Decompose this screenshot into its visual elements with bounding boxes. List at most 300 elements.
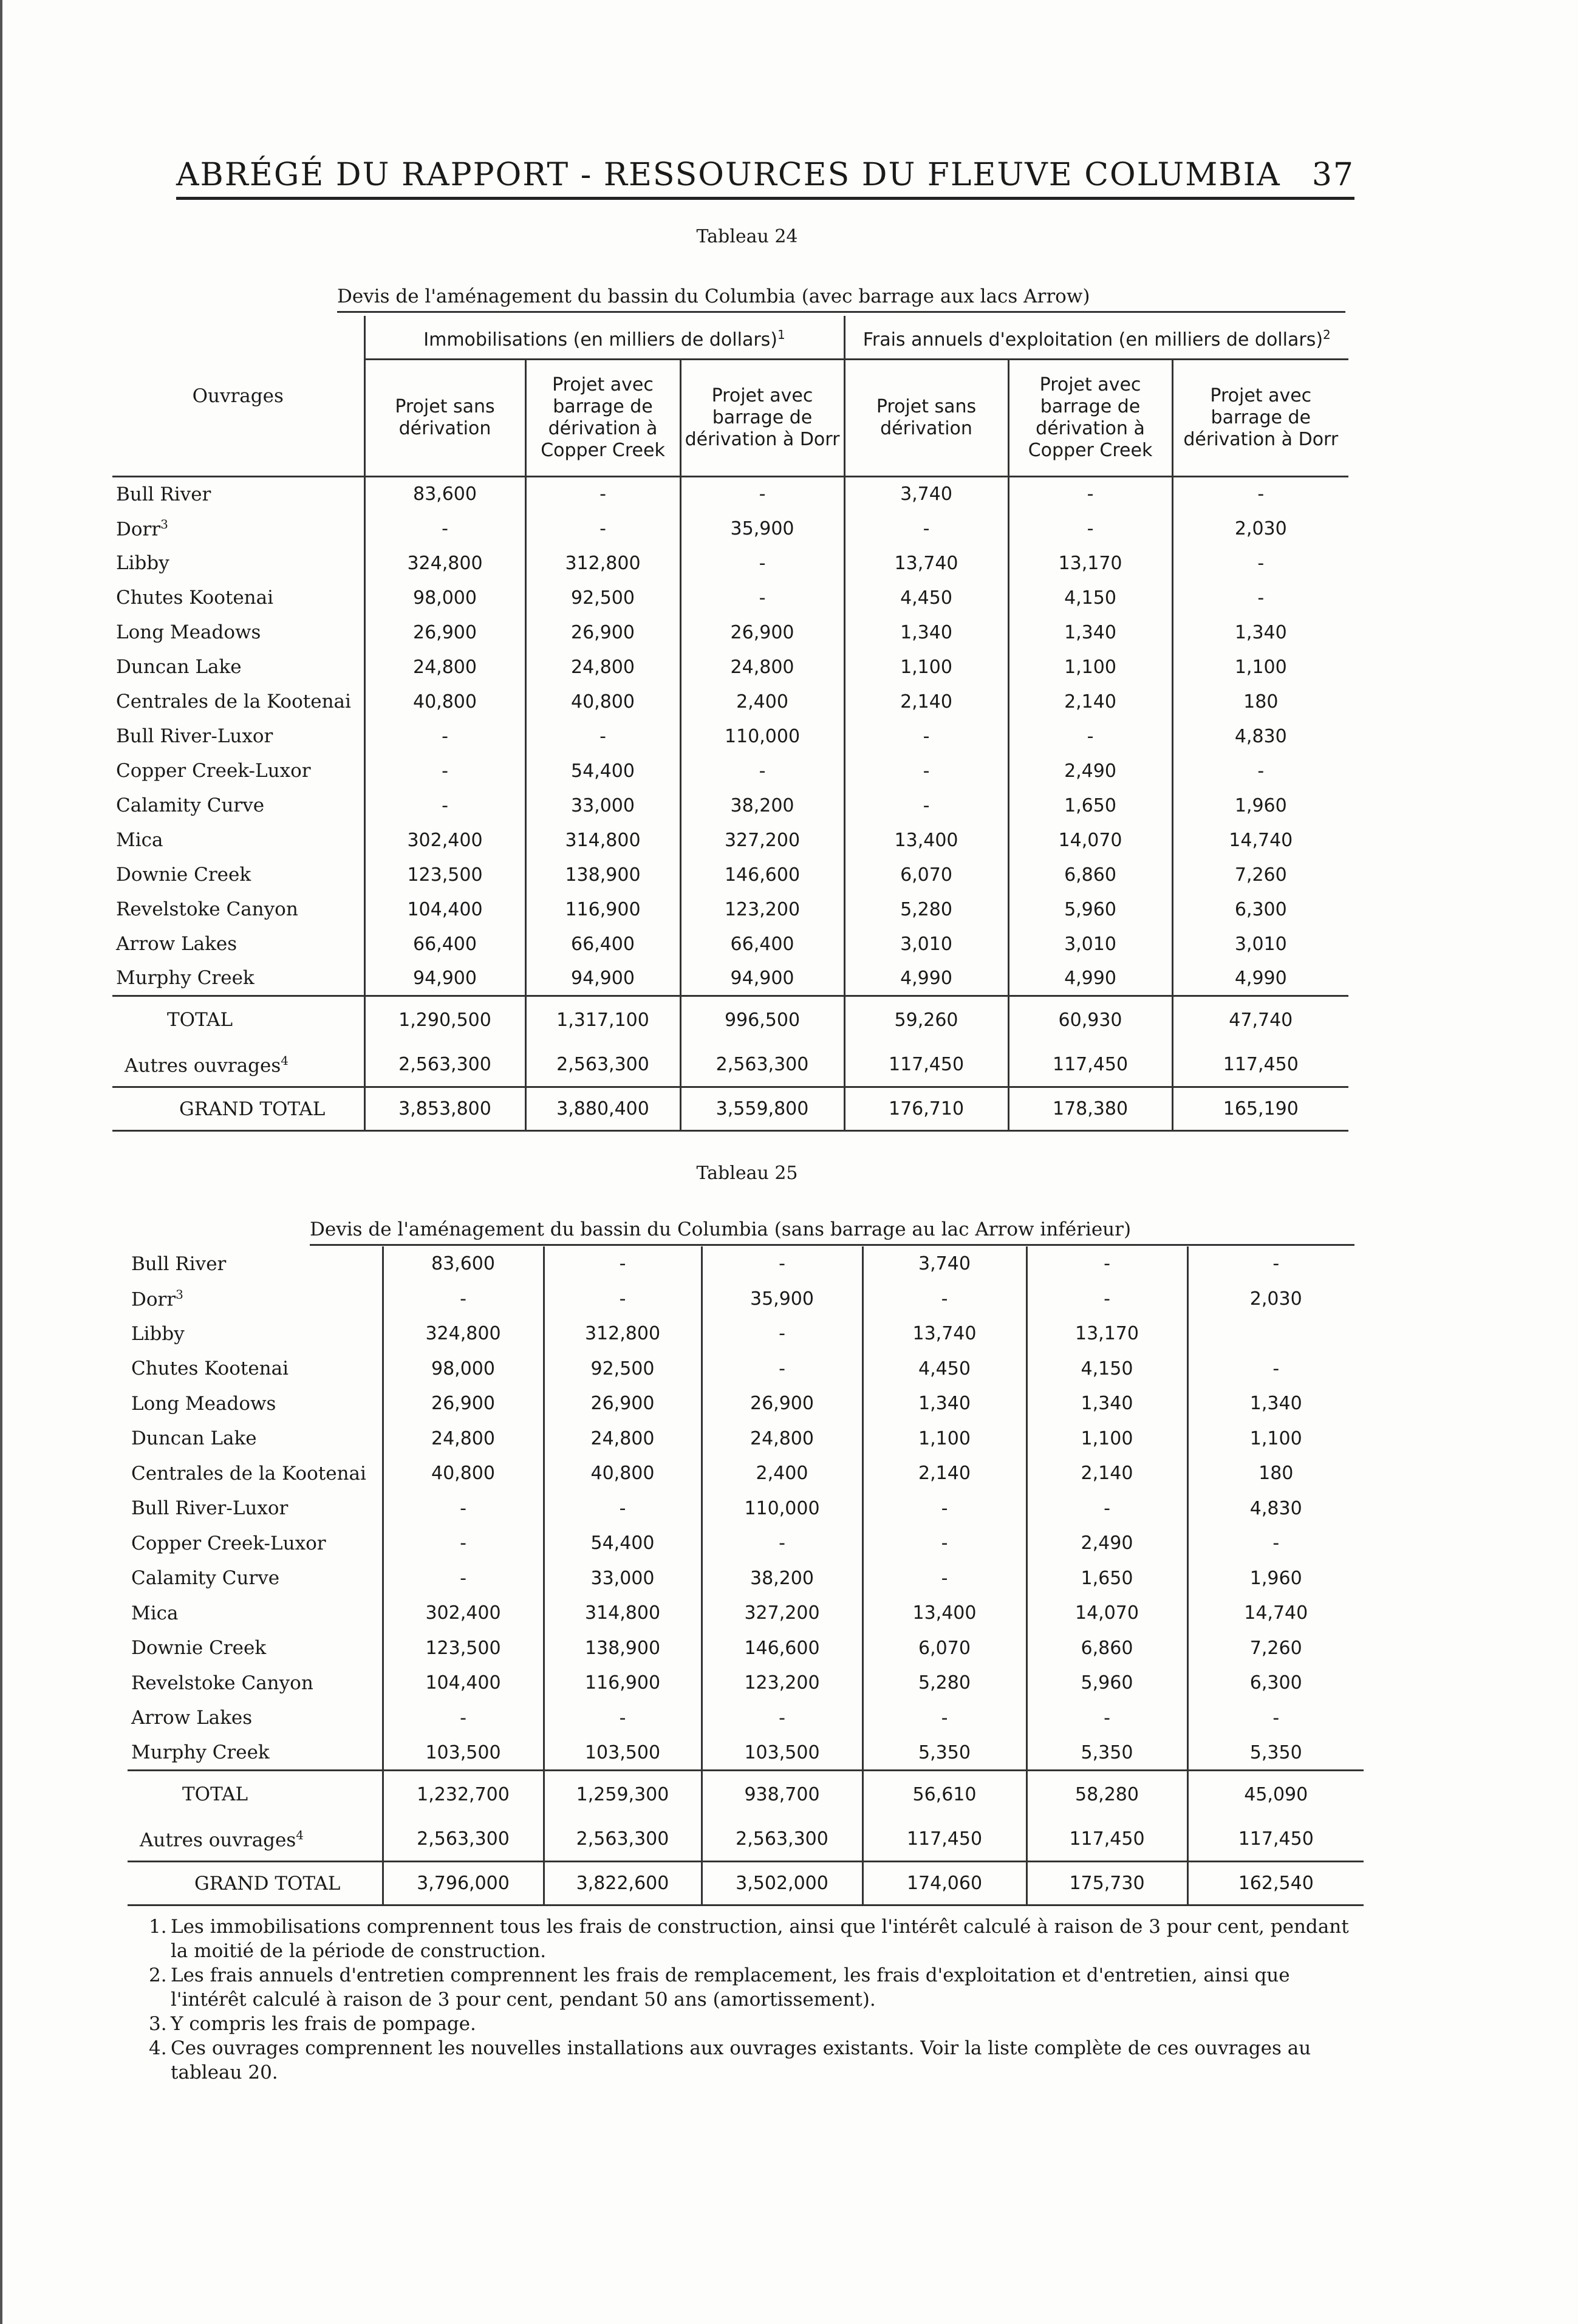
table-row: [112, 477, 1348, 511]
table-row: [128, 1818, 1364, 1862]
cell-value: 996,500: [680, 996, 844, 1044]
cell-value: 1,340: [844, 615, 1008, 650]
row-label-text: TOTAL: [167, 1009, 233, 1031]
cell-value: 110,000: [680, 719, 844, 754]
cell-value: 117,450: [1026, 1818, 1187, 1862]
col-header: Projet avec barrage de dérivation à Copper Creek: [525, 360, 680, 477]
table-row: [112, 892, 1348, 927]
cell-value: 13,170: [1026, 1316, 1187, 1352]
cell-value: 1,100: [862, 1421, 1026, 1457]
row-label-text: Bull River: [116, 483, 211, 505]
cell-value: -: [383, 1701, 544, 1736]
table-row: [112, 650, 1348, 685]
cell-value: 13,400: [844, 823, 1008, 858]
col-header: Projet avec barrage de dérivation à Dorr: [680, 360, 844, 477]
footnote-ref: 3: [160, 516, 168, 531]
cell-value: -: [1008, 719, 1172, 754]
cell-value: -: [1026, 1282, 1187, 1317]
table-row: [128, 1352, 1364, 1387]
row-label: [112, 1044, 364, 1087]
table24-top-rule: [337, 311, 1345, 313]
row-label-text: Downie Creek: [131, 1637, 267, 1659]
cell-value: -: [525, 511, 680, 546]
cell-value: -: [702, 1246, 862, 1282]
cell-value: 47,740: [1172, 996, 1348, 1044]
row-label-text: Mica: [116, 829, 163, 851]
table-row: [112, 546, 1348, 581]
cell-value: 38,200: [702, 1561, 862, 1596]
page-number: 37: [1311, 157, 1354, 193]
cell-value: 83,600: [364, 477, 525, 511]
cell-value: 1,340: [862, 1386, 1026, 1421]
footnote-number: 3.: [149, 2013, 167, 2035]
cell-value: 104,400: [383, 1666, 544, 1701]
cell-value: 24,800: [364, 650, 525, 685]
cell-value: 13,400: [862, 1596, 1026, 1631]
row-label-text: Duncan Lake: [116, 656, 242, 678]
table-row: [128, 1282, 1364, 1317]
table-row: [128, 1526, 1364, 1561]
cell-value: -: [1172, 477, 1348, 511]
row-label-text: Bull River: [131, 1253, 227, 1275]
table-row: [128, 1456, 1364, 1491]
cell-value: 3,502,000: [702, 1862, 862, 1905]
cell-value: 116,900: [525, 892, 680, 927]
cell-value: 14,070: [1008, 823, 1172, 858]
cell-value: 117,450: [1008, 1044, 1172, 1087]
table-row: [128, 1386, 1364, 1421]
cell-value: 3,010: [844, 927, 1008, 962]
cell-value: 6,860: [1008, 858, 1172, 892]
row-label: [112, 927, 364, 962]
cell-value: 1,259,300: [544, 1771, 702, 1818]
footnote-text: Les immobilisations comprennent tous les frais de construction, ainsi que l'intérêt calculé à raison de 3 pour cent, pendant la moitié de la période de construction.: [171, 1916, 1349, 1962]
cell-value: 176,710: [844, 1087, 1008, 1131]
cell-value: 1,100: [844, 650, 1008, 685]
table-row: [112, 788, 1348, 823]
cell-value: 138,900: [525, 858, 680, 892]
row-label-text: Calamity Curve: [116, 795, 265, 816]
cell-value: 123,500: [364, 858, 525, 892]
cell-value: 40,800: [525, 685, 680, 719]
table-row: [128, 1596, 1364, 1631]
row-label: [112, 754, 364, 788]
row-label-text: Revelstoke Canyon: [116, 898, 298, 920]
cell-value: 162,540: [1187, 1862, 1364, 1905]
cell-value: 123,500: [383, 1631, 544, 1666]
cell-value: 26,900: [525, 615, 680, 650]
col-header: Projet sans dérivation: [364, 360, 525, 477]
cell-value: 180: [1172, 685, 1348, 719]
cell-value: 314,800: [544, 1596, 702, 1631]
table-row: [128, 1421, 1364, 1457]
table-row: [112, 615, 1348, 650]
cell-value: 174,060: [862, 1862, 1026, 1905]
cell-value: 24,800: [702, 1421, 862, 1457]
cell-value: -: [680, 754, 844, 788]
row-label: [112, 892, 364, 927]
table-row: [112, 719, 1348, 754]
row-label: [128, 1862, 383, 1905]
cell-value: 938,700: [702, 1771, 862, 1818]
cell-value: 3,822,600: [544, 1862, 702, 1905]
cell-value: 33,000: [544, 1561, 702, 1596]
cell-value: -: [364, 511, 525, 546]
cell-value: 327,200: [702, 1596, 862, 1631]
cell-value: 2,140: [844, 685, 1008, 719]
col-header: Projet avec barrage de dérivation à Dorr: [1172, 360, 1348, 477]
row-label: [112, 962, 364, 996]
row-label-text: Arrow Lakes: [131, 1707, 253, 1729]
cell-value: 1,100: [1026, 1421, 1187, 1457]
cell-value: 123,200: [702, 1666, 862, 1701]
cell-value: 180: [1187, 1456, 1364, 1491]
cell-value: 2,563,300: [383, 1818, 544, 1862]
cell-value: -: [680, 477, 844, 511]
cell-value: 4,990: [844, 962, 1008, 996]
row-label-text: Autres ouvrages: [140, 1828, 296, 1851]
cell-value: 138,900: [544, 1631, 702, 1666]
cell-value: 13,740: [844, 546, 1008, 581]
row-label: [128, 1246, 383, 1282]
cell-value: -: [702, 1316, 862, 1352]
footnote-ref: 4: [296, 1827, 304, 1842]
table-row: [128, 1631, 1364, 1666]
footnote-item: [149, 2012, 1370, 2036]
cell-value: -: [544, 1701, 702, 1736]
cell-value: 92,500: [525, 581, 680, 615]
row-label-text: Autres ouvrages: [125, 1054, 281, 1076]
cell-value: 117,450: [1172, 1044, 1348, 1087]
cell-value: 1,960: [1187, 1561, 1364, 1596]
cell-value: 66,400: [364, 927, 525, 962]
table-row: [128, 1862, 1364, 1905]
row-label-text: Arrow Lakes: [116, 933, 237, 955]
cell-value: 24,800: [383, 1421, 544, 1457]
row-label: [128, 1596, 383, 1631]
group-immobilisations-header: Immobilisations (en milliers de dollars)$^1$: [364, 316, 844, 360]
cell-value: 1,340: [1187, 1386, 1364, 1421]
cell-value: 33,000: [525, 788, 680, 823]
table-row: [128, 1491, 1364, 1526]
row-label: [128, 1735, 383, 1771]
table25-top-rule: [310, 1244, 1354, 1246]
cell-value: 1,317,100: [525, 996, 680, 1044]
cell-value: 58,280: [1026, 1771, 1187, 1818]
row-label: [112, 615, 364, 650]
cell-value: 83,600: [383, 1246, 544, 1282]
footnote-item: [149, 1963, 1370, 2012]
cell-value: 175,730: [1026, 1862, 1187, 1905]
cell-value: 7,260: [1172, 858, 1348, 892]
cell-value: 6,070: [844, 858, 1008, 892]
row-label: [112, 823, 364, 858]
cell-value: 3,559,800: [680, 1087, 844, 1131]
table-row: [128, 1561, 1364, 1596]
cell-value: -: [862, 1282, 1026, 1317]
row-label: [128, 1561, 383, 1596]
cell-value: 54,400: [525, 754, 680, 788]
cell-value: 1,340: [1026, 1386, 1187, 1421]
row-label: [128, 1631, 383, 1666]
row-label: [112, 546, 364, 581]
row-label: [112, 581, 364, 615]
cell-value: 5,960: [1008, 892, 1172, 927]
cell-value: 56,610: [862, 1771, 1026, 1818]
cell-value: 1,340: [1008, 615, 1172, 650]
cell-value: 3,740: [862, 1246, 1026, 1282]
row-label-text: Bull River-Luxor: [131, 1497, 289, 1520]
cell-value: -: [862, 1701, 1026, 1736]
cell-value: -: [1187, 1246, 1364, 1282]
cell-value: 14,070: [1026, 1596, 1187, 1631]
row-label-text: GRAND TOTAL: [179, 1098, 326, 1120]
cell-value: -: [1008, 477, 1172, 511]
cell-value: 4,150: [1008, 581, 1172, 615]
table25-body: [128, 1246, 1364, 1905]
row-label-text: Centrales de la Kootenai: [131, 1462, 366, 1485]
cell-value: 1,290,500: [364, 996, 525, 1044]
cell-value: -: [364, 788, 525, 823]
cell-value: -: [680, 581, 844, 615]
cell-value: 26,900: [680, 615, 844, 650]
cell-value: -: [680, 546, 844, 581]
cell-value: -: [364, 754, 525, 788]
cell-value: 26,900: [364, 615, 525, 650]
cell-value: -: [1172, 754, 1348, 788]
cell-value: 2,140: [862, 1456, 1026, 1491]
row-label: [128, 1456, 383, 1491]
cell-value: 6,860: [1026, 1631, 1187, 1666]
cell-value: -: [1187, 1526, 1364, 1561]
footnote-text: Les frais annuels d'entretien comprennent les frais de remplacement, les frais d'exploitation et d'entretien, ainsi que l'intérêt calculé à raison de 3 pour cent, pendant 50 ans (amortissement).: [171, 1964, 1290, 2011]
table-row: [128, 1246, 1364, 1282]
row-label: [128, 1491, 383, 1526]
table-row: [112, 685, 1348, 719]
cell-value: -: [844, 788, 1008, 823]
row-label-text: Copper Creek-Luxor: [116, 760, 311, 782]
col-header: Projet avec barrage de dérivation à Copper Creek: [1008, 360, 1172, 477]
cell-value: 2,563,300: [680, 1044, 844, 1087]
cell-value: -: [383, 1491, 544, 1526]
cell-value: 40,800: [544, 1456, 702, 1491]
table-row: [112, 858, 1348, 892]
group-frais-header: Frais annuels d'exploitation (en milliers de dollars)$^2$: [844, 316, 1348, 360]
footnote-number: 4.: [149, 2037, 167, 2059]
cell-value: -: [862, 1561, 1026, 1596]
cell-value: 314,800: [525, 823, 680, 858]
cell-value: -: [862, 1491, 1026, 1526]
col-ouvrages-header: Ouvrages: [112, 316, 364, 477]
footnote-text: Ces ouvrages comprennent les nouvelles installations aux ouvrages existants. Voir la liste complète de ces ouvrages au tableau 20.: [171, 2037, 1311, 2083]
cell-value: 66,400: [680, 927, 844, 962]
cell-value: 103,500: [383, 1735, 544, 1771]
cell-value: 1,100: [1187, 1421, 1364, 1457]
footnote-ref: 3: [176, 1287, 183, 1302]
row-label: [128, 1526, 383, 1561]
table24-body: [112, 477, 1348, 1131]
cell-value: 117,450: [844, 1044, 1008, 1087]
cell-value: 324,800: [383, 1316, 544, 1352]
row-label: [128, 1666, 383, 1701]
cell-value: -: [544, 1282, 702, 1317]
cell-value: -: [844, 511, 1008, 546]
cell-value: 14,740: [1187, 1596, 1364, 1631]
cell-value: 1,650: [1008, 788, 1172, 823]
cell-value: -: [1026, 1701, 1187, 1736]
row-label-text: Libby: [131, 1322, 185, 1345]
table-row: [112, 927, 1348, 962]
footnote-text: Y compris les frais de pompage.: [171, 2013, 476, 2035]
cell-value: 45,090: [1187, 1771, 1364, 1818]
footnote-number: 2.: [149, 1964, 167, 1986]
cell-value: 103,500: [544, 1735, 702, 1771]
cell-value: -: [544, 1491, 702, 1526]
table24: [112, 316, 1348, 1132]
cell-value: 302,400: [383, 1596, 544, 1631]
cell-value: 5,280: [844, 892, 1008, 927]
row-label-text: Duncan Lake: [131, 1427, 257, 1450]
cell-value: -: [844, 754, 1008, 788]
cell-value: -: [1172, 581, 1348, 615]
cell-value: -: [702, 1352, 862, 1387]
cell-value: -: [844, 719, 1008, 754]
cell-value: 2,563,300: [702, 1818, 862, 1862]
table-row: [128, 1701, 1364, 1736]
table24-caption: Tableau 24: [696, 226, 798, 247]
footnote-item: [149, 2036, 1370, 2085]
table-row: [112, 1044, 1348, 1087]
table-row: [112, 754, 1348, 788]
row-label-text: Long Meadows: [116, 621, 261, 643]
cell-value: 4,450: [862, 1352, 1026, 1387]
cell-value: 4,830: [1187, 1491, 1364, 1526]
table-row: [128, 1771, 1364, 1818]
cell-value: 2,030: [1187, 1282, 1364, 1317]
cell-value: -: [702, 1526, 862, 1561]
row-label-text: GRAND TOTAL: [194, 1872, 341, 1895]
cell-value: 2,400: [680, 685, 844, 719]
cell-value: 117,450: [1187, 1818, 1364, 1862]
row-label: [128, 1771, 383, 1818]
cell-value: 98,000: [383, 1352, 544, 1387]
row-label: [112, 477, 364, 511]
cell-value: 13,740: [862, 1316, 1026, 1352]
cell-value: 7,260: [1187, 1631, 1364, 1666]
cell-value: 178,380: [1008, 1087, 1172, 1131]
cell-value: 5,350: [1187, 1735, 1364, 1771]
row-label-text: Murphy Creek: [131, 1741, 270, 1763]
cell-value: -: [1187, 1701, 1364, 1736]
cell-value: 117,450: [862, 1818, 1026, 1862]
cell-value: 94,900: [525, 962, 680, 996]
cell-value: -: [1172, 546, 1348, 581]
row-label: [112, 1087, 364, 1131]
cell-value: 3,796,000: [383, 1862, 544, 1905]
footnote-number: 1.: [149, 1916, 167, 1938]
row-label-text: Murphy Creek: [116, 967, 254, 989]
row-label-text: Calamity Curve: [131, 1567, 280, 1590]
cell-value: -: [862, 1526, 1026, 1561]
table-row: [128, 1316, 1364, 1352]
row-label-text: Centrales de la Kootenai: [116, 691, 351, 713]
cell-value: -: [1026, 1491, 1187, 1526]
cell-value: -: [383, 1561, 544, 1596]
cell-value: 1,232,700: [383, 1771, 544, 1818]
cell-value: 24,800: [525, 650, 680, 685]
cell-value: 40,800: [364, 685, 525, 719]
row-label-text: TOTAL: [182, 1783, 248, 1806]
cell-value: -: [525, 477, 680, 511]
table-row: [112, 823, 1348, 858]
table-row: [112, 962, 1348, 996]
cell-value: 1,650: [1026, 1561, 1187, 1596]
cell-value: 26,900: [702, 1386, 862, 1421]
cell-value: 4,830: [1172, 719, 1348, 754]
row-label: [112, 719, 364, 754]
row-label: [128, 1352, 383, 1387]
cell-value: 165,190: [1172, 1087, 1348, 1131]
cell-value: 146,600: [702, 1631, 862, 1666]
cell-value: 40,800: [383, 1456, 544, 1491]
table25-subtitle: Devis de l'aménagement du bassin du Columbia (sans barrage au lac Arrow inférieur): [310, 1218, 1132, 1240]
cell-value: 302,400: [364, 823, 525, 858]
cell-value: 116,900: [544, 1666, 702, 1701]
cell-value: 2,030: [1172, 511, 1348, 546]
row-label-text: Mica: [131, 1602, 179, 1624]
cell-value: 13,170: [1008, 546, 1172, 581]
cell-value: 92,500: [544, 1352, 702, 1387]
cell-value: 312,800: [525, 546, 680, 581]
cell-value: 14,740: [1172, 823, 1348, 858]
cell-value: 3,010: [1008, 927, 1172, 962]
cell-value: 2,563,300: [364, 1044, 525, 1087]
cell-value: 5,960: [1026, 1666, 1187, 1701]
scan-left-edge: [0, 0, 2, 2324]
row-label-text: Libby: [116, 552, 169, 574]
cell-value: 103,500: [702, 1735, 862, 1771]
cell-value: 6,300: [1187, 1666, 1364, 1701]
row-label: [112, 858, 364, 892]
cell-value: 24,800: [680, 650, 844, 685]
cell-value: 66,400: [525, 927, 680, 962]
col-header: Projet sans dérivation: [844, 360, 1008, 477]
row-label-text: Chutes Kootenai: [116, 587, 274, 609]
row-label-text: Chutes Kootenai: [131, 1358, 289, 1380]
cell-value: 2,400: [702, 1456, 862, 1491]
cell-value: 4,150: [1026, 1352, 1187, 1387]
footnote-item: [149, 1915, 1370, 1963]
row-label-text: Dorr: [131, 1288, 176, 1311]
cell-value: 59,260: [844, 996, 1008, 1044]
cell-value: 123,200: [680, 892, 844, 927]
cell-value: 4,450: [844, 581, 1008, 615]
cell-value: 5,350: [862, 1735, 1026, 1771]
row-label-text: Downie Creek: [116, 864, 251, 886]
row-label-text: Revelstoke Canyon: [131, 1672, 313, 1694]
row-label: [112, 996, 364, 1044]
cell-value: 1,960: [1172, 788, 1348, 823]
cell-value: 5,280: [862, 1666, 1026, 1701]
cell-value: -: [383, 1526, 544, 1561]
cell-value: 6,070: [862, 1631, 1026, 1666]
cell-value: -: [544, 1246, 702, 1282]
cell-value: 6,300: [1172, 892, 1348, 927]
row-label: [128, 1316, 383, 1352]
cell-value: 2,140: [1026, 1456, 1187, 1491]
cell-value: 26,900: [544, 1386, 702, 1421]
row-label-text: Bull River-Luxor: [116, 725, 273, 747]
